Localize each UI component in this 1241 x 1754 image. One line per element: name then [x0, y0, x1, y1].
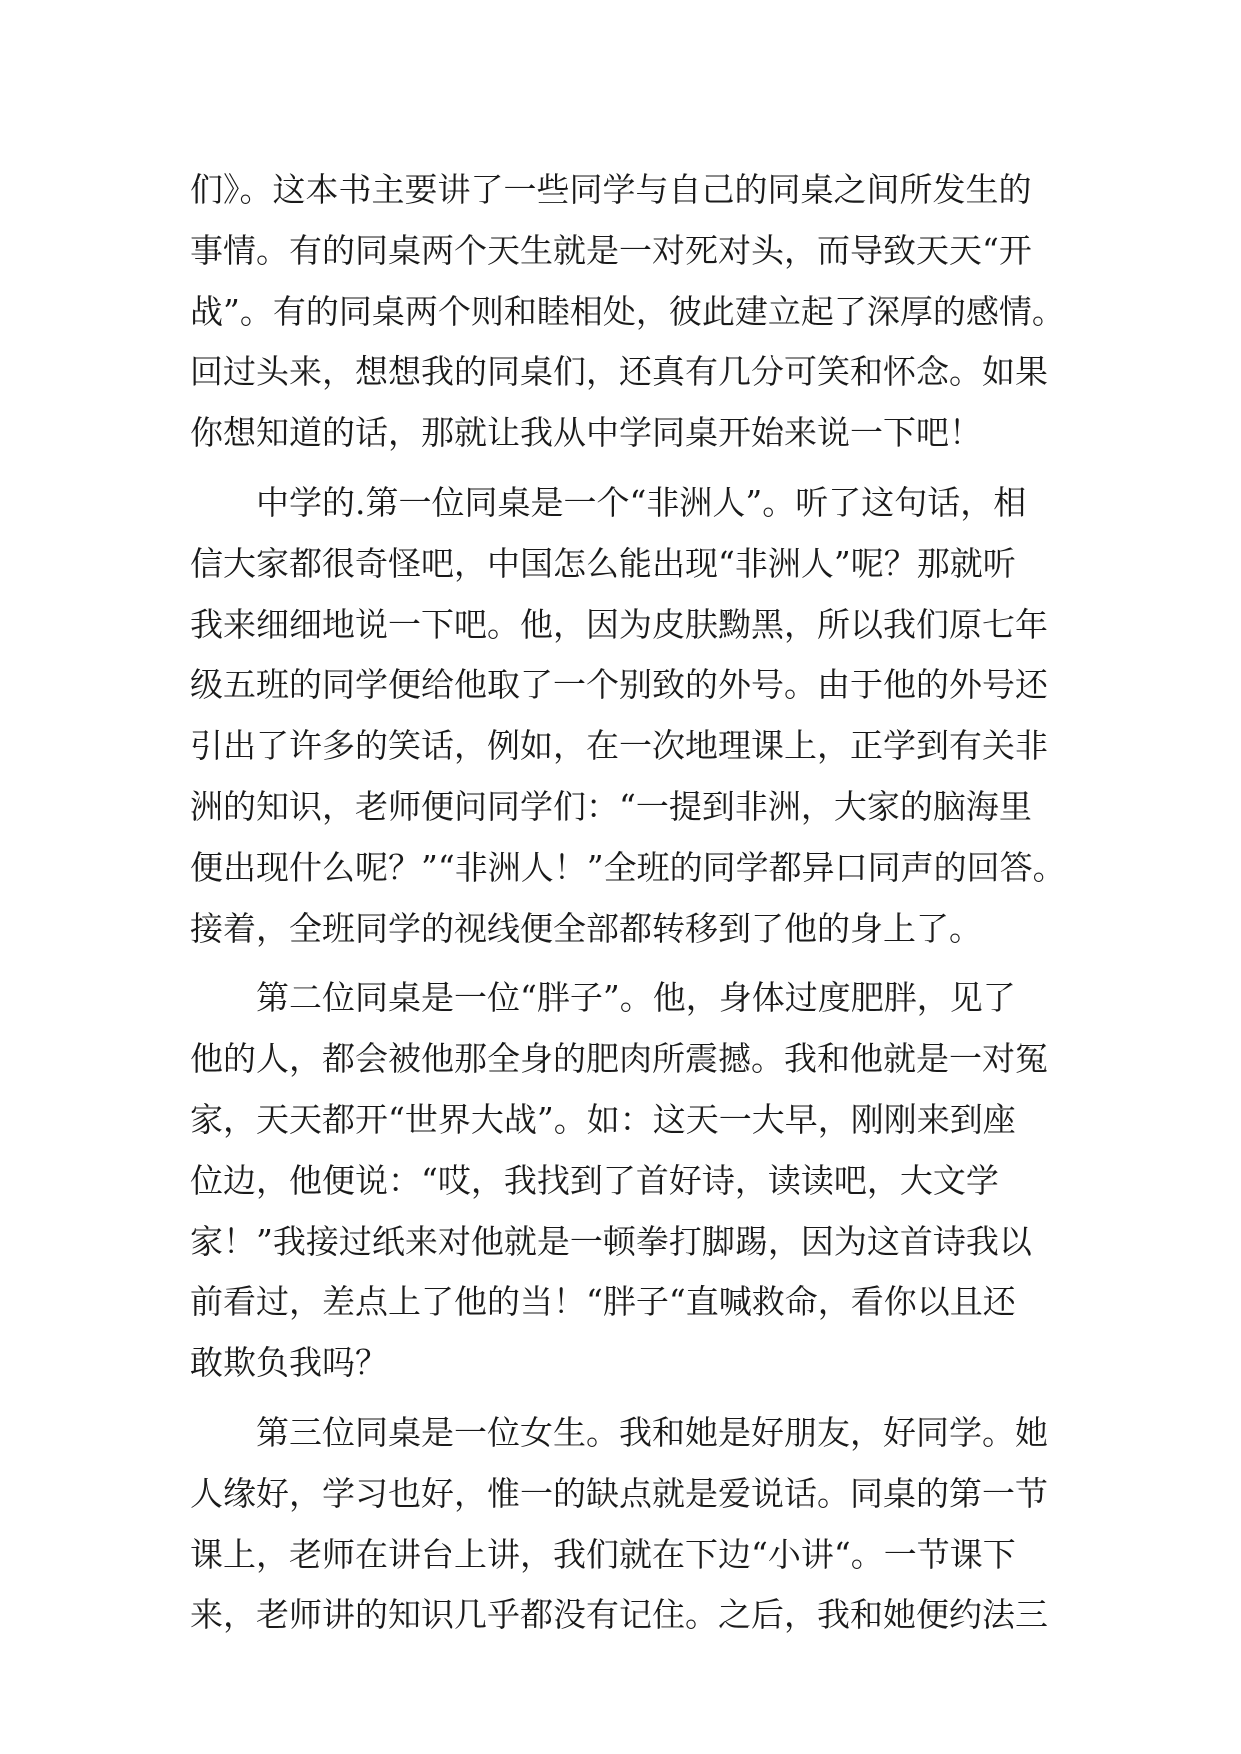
text-line: 家，天天都开“世界大战”。如：这天一大早，刚刚来到座 [190, 1099, 1016, 1139]
text-line: 引出了许多的笑话，例如，在一次地理课上，正学到有关非 [190, 726, 1048, 766]
text-line: 们》。这本书主要讲了一些同学与自己的同桌之间所发生的 [190, 170, 1032, 209]
text-line: 级五班的同学便给他取了一个别致的外号。由于他的外号还 [190, 665, 1048, 705]
text-line: 前看过，差点上了他的当！“胖子“直喊救命，看你以且还 [190, 1282, 1016, 1322]
text-line: 敢欺负我吗？ [190, 1343, 388, 1383]
text-line: 课上，老师在讲台上讲，我们就在下边“小讲“。一节课下 [190, 1534, 1016, 1574]
text-line: 信大家都很奇怪吧，中国怎么能出现“非洲人”呢？那就听 [190, 543, 1016, 583]
text-line: 我来细细地说一下吧。他，因为皮肤黝黑，所以我们原七年 [190, 604, 1048, 644]
text-line: 战”。有的同桌两个则和睦相处，彼此建立起了深厚的感情。 [190, 291, 1065, 331]
paragraph-3 [190, 968, 1070, 1394]
text-line: 你想知道的话，那就让我从中学同桌开始来说一下吧！ [190, 413, 982, 453]
text-line: 中学的.第一位同桌是一个“非洲人”。听了这句话，相 [190, 482, 1027, 522]
text-line: 第二位同桌是一位“胖子”。他，身体过度肥胖，见了 [190, 978, 1016, 1018]
paragraph-4 [190, 1403, 1070, 1646]
text-line: 家！”我接过纸来对他就是一顿拳打脚踢，因为这首诗我以 [190, 1221, 1032, 1261]
paragraph-gap [190, 959, 1070, 968]
text-line: 位边，他便说：“哎，我找到了首好诗，读读吧，大文学 [190, 1160, 999, 1200]
text-line: 洲的知识，老师便问同学们：“一提到非洲，大家的脑海里 [190, 786, 1032, 826]
paragraph-1 [190, 160, 1070, 464]
paragraph-gap [190, 464, 1070, 473]
text-line: 事情。有的同桌两个天生就是一对死对头，而导致天天“开 [190, 230, 1032, 270]
text-line: 接着，全班同学的视线便全部都转移到了他的身上了。 [190, 908, 982, 948]
text-line: 来，老师讲的知识几乎都没有记住。之后，我和她便约法三 [190, 1595, 1048, 1635]
body-text [190, 160, 1070, 1646]
text-line: 人缘好，学习也好，惟一的缺点就是爱说话。同桌的第一节 [190, 1473, 1048, 1513]
paragraph-2 [190, 473, 1070, 959]
text-line: 回过头来，想想我的同桌们，还真有几分可笑和怀念。如果 [190, 352, 1048, 392]
paragraph-gap [190, 1394, 1070, 1403]
text-line: 便出现什么呢？”“非洲人！”全班的同学都异口同声的回答。 [190, 847, 1066, 887]
text-line: 他的人，都会被他那全身的肥肉所震撼。我和他就是一对冤 [190, 1039, 1048, 1079]
text-line: 第三位同桌是一位女生。我和她是好朋友，好同学。她 [190, 1412, 1048, 1452]
